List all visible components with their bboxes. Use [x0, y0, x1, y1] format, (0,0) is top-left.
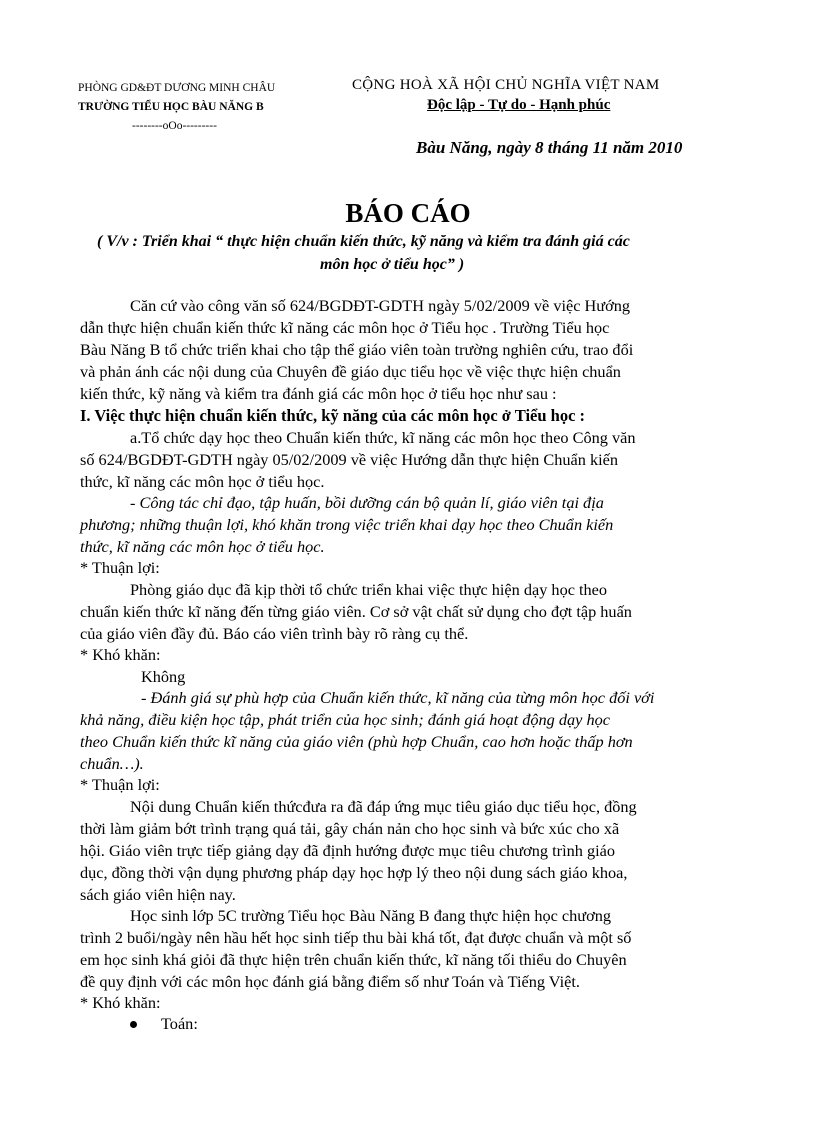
advantages-line: Phòng giáo dục đã kịp thời tổ chức triển khai việc thực hiện dạy học theo — [130, 580, 608, 599]
class-5c-line: Học sinh lớp 5C trường Tiểu học Bàu Năng B đang thực hiện học chương — [130, 906, 611, 925]
advantages-2-line: dục, đồng thời vận dụng phương pháp dạy học hợp lý theo nội dung sách giáo khoa, — [80, 863, 628, 882]
item-a-line: thức, kĩ năng các môn học ở tiểu học. — [80, 472, 325, 491]
bullet-dot-icon — [130, 1021, 137, 1028]
advantages-2-line: sách giáo viên hiện nay. — [80, 885, 236, 904]
item-a-line: a.Tổ chức dạy học theo Chuẩn kiến thức, kĩ năng các môn học theo Công văn — [130, 428, 636, 447]
document-title: BÁO CÁO — [345, 198, 471, 228]
italic-b-line: chuẩn…). — [80, 754, 144, 773]
header-separator: --------oOo--------- — [132, 120, 217, 132]
subtitle-line-2: môn học ở tiểu học” ) — [320, 256, 465, 273]
italic-b-line: khả năng, điều kiện học tập, phát triển của học sinh; đánh giá hoạt động dạy học — [80, 710, 610, 729]
department-name: PHÒNG GD&ĐT DƯƠNG MINH CHÂU — [78, 82, 276, 94]
class-5c-line: em học sinh khá giỏi đã thực hiện trên chuẩn kiến thức, kĩ năng tối thiểu do Chuyên — [80, 950, 627, 969]
intro-line: và phản ánh các nội dung của Chuyên đề giáo dục tiểu học về việc thực hiện chuẩn — [80, 362, 621, 381]
label-difficulties: * Khó khăn: — [80, 993, 161, 1012]
italic-a-line: - Công tác chỉ đạo, tập huấn, bồi dưỡng cán bộ quản lí, giáo viên tại địa — [130, 493, 604, 512]
italic-b-line: - Đánh giá sự phù hợp của Chuẩn kiến thức, kĩ năng của từng môn học đối với — [141, 688, 655, 707]
italic-b-line: theo Chuẩn kiến thức kĩ năng của giáo viên (phù hợp Chuẩn, cao hơn hoặc thấp hơn — [80, 732, 633, 751]
section-1-heading: I. Việc thực hiện chuẩn kiến thức, kỹ năng của các môn học ở Tiểu học : — [80, 406, 586, 425]
national-title: CỘNG HOÀ XÃ HỘI CHỦ NGHĨA VIỆT NAM — [352, 77, 660, 93]
advantages-2-line: Nội dung Chuẩn kiến thứcđưa ra đã đáp ứng mục tiêu giáo dục tiểu học, đồng — [130, 797, 637, 816]
advantages-2-line: thời làm giảm bớt trình trạng quá tải, gây chán nản cho học sinh và bức xúc cho xã — [80, 819, 620, 838]
bullet-math: Toán: — [161, 1014, 198, 1033]
advantages-line: chuẩn kiến thức kĩ năng đến từng giáo viên. Cơ sở vật chất sử dụng cho đợt tập huấn — [80, 602, 632, 621]
subtitle-line-1: ( V/v : Triển khai “ thực hiện chuẩn kiến thức, kỹ năng và kiểm tra đánh giá các — [97, 233, 630, 250]
school-name: TRƯỜNG TIỂU HỌC BÀU NĂNG B — [78, 101, 264, 113]
intro-line: dẫn thực hiện chuẩn kiến thức kĩ năng các môn học ở Tiểu học . Trường Tiểu học — [80, 318, 610, 337]
advantages-2-line: hội. Giáo viên trực tiếp giảng dạy đã định hướng được mục tiêu chương trình giáo — [80, 841, 615, 860]
label-difficulties: * Khó khăn: — [80, 645, 161, 664]
item-a-line: số 624/BGDĐT-GDTH ngày 05/02/2009 về việc Hướng dẫn thực hiện Chuẩn kiến — [80, 450, 618, 469]
document-date: Bàu Năng, ngày 8 tháng 11 năm 2010 — [416, 138, 683, 157]
class-5c-line: đề quy định với các môn học đánh giá bằng điểm số như Toán và Tiếng Việt. — [80, 972, 580, 991]
difficulties-text: Không — [141, 667, 186, 686]
advantages-line: của giáo viên đầy đủ. Báo cáo viên trình bày rõ ràng cụ thể. — [80, 624, 469, 643]
intro-line: Căn cứ vào công văn số 624/BGDĐT-GDTH ngày 5/02/2009 về việc Hướng — [130, 296, 630, 315]
intro-line: Bàu Năng B tổ chức triển khai cho tập thể giáo viên toàn trường nghiên cứu, trao đổi — [80, 340, 634, 359]
label-advantages: * Thuận lợi: — [80, 558, 160, 577]
label-advantages: * Thuận lợi: — [80, 775, 160, 794]
national-motto: Độc lập - Tự do - Hạnh phúc — [427, 97, 611, 113]
class-5c-line: trình 2 buổi/ngày nên hầu hết học sinh tiếp thu bài khá tốt, đạt được chuẩn và một số — [80, 928, 632, 947]
intro-line: kiến thức, kỹ năng và kiểm tra đánh giá các môn học ở tiểu học như sau : — [80, 384, 557, 403]
italic-a-line: phương; những thuận lợi, khó khăn trong việc triển khai dạy học theo Chuẩn kiến — [80, 515, 614, 534]
italic-a-line: thức, kĩ năng các môn học ở tiểu học. — [80, 537, 325, 556]
